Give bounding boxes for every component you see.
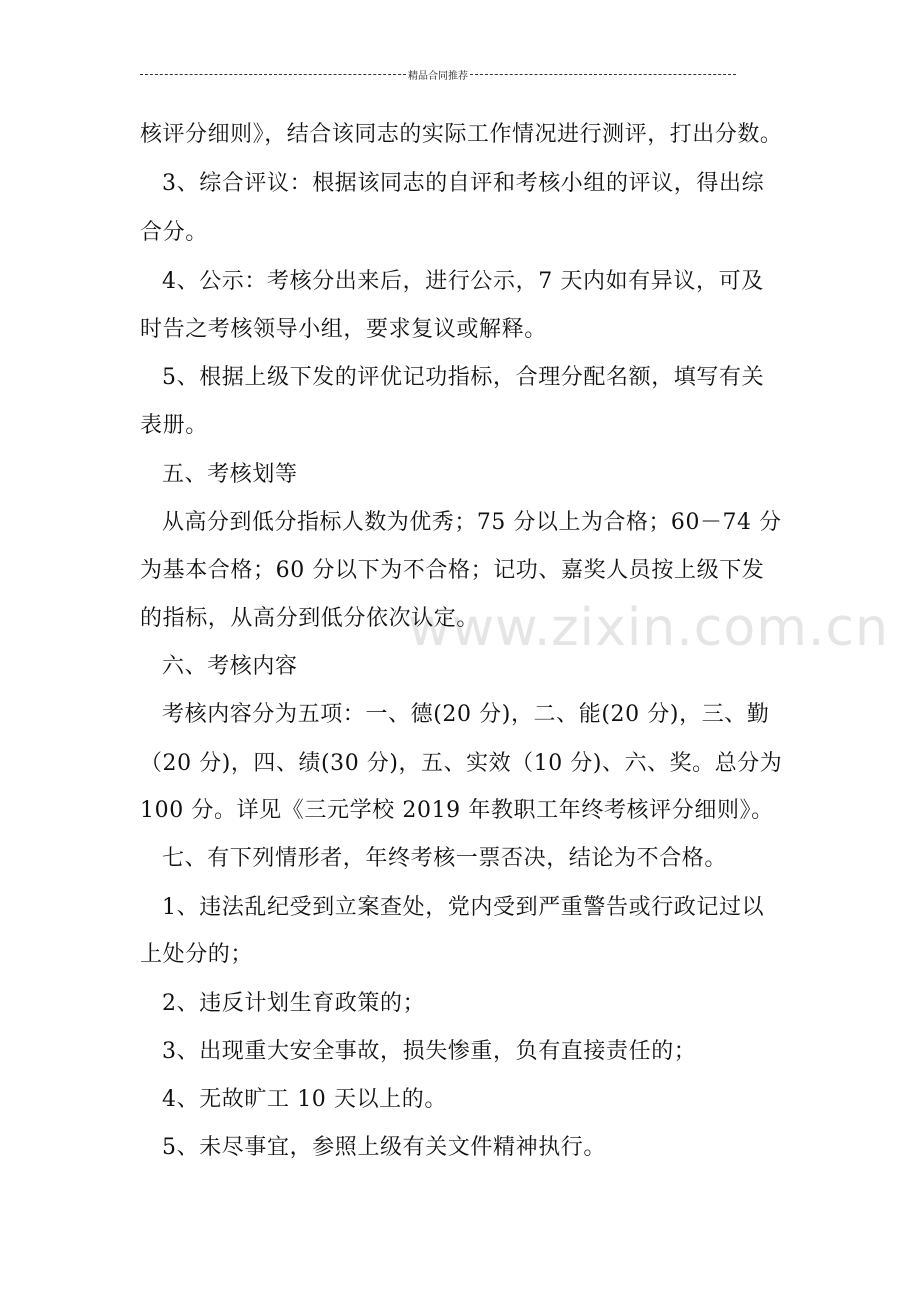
section-heading: 七、有下列情形者，年终考核一票否决，结论为不合格。	[162, 846, 728, 871]
body-line: 1、违法乱纪受到立案查处，党内受到严重警告或行政记过以	[162, 895, 765, 920]
body-line: 的指标，从高分到低分依次认定。	[140, 606, 480, 631]
body-line: 5、未尽事宜，参照上级有关文件精神执行。	[162, 1135, 606, 1160]
body-line: 核评分细则》，结合该同志的实际工作情况进行测评，打出分数。	[140, 122, 783, 147]
watermark: www.zixin.com.cn	[408, 598, 889, 658]
body-line: 时告之考核领导小组，要求复议或解释。	[140, 317, 547, 342]
page-header	[140, 66, 736, 82]
body-line: 5、根据上级下发的评优记功指标，合理分配名额，填写有关	[162, 365, 765, 390]
body-line: 为基本合格；60 分以下为不合格；记功、嘉奖人员按上级下发	[140, 558, 765, 583]
body-line: 4、无故旷工 10 天以上的。	[162, 1087, 447, 1112]
body-line: 4、公示：考核分出来后，进行公示，7 天内如有异议，可及	[162, 269, 764, 294]
section-heading: 五、考核划等	[162, 462, 298, 487]
body-line: 3、综合评议：根据该同志的自评和考核小组的评议，得出综	[162, 171, 765, 196]
section-heading: 六、考核内容	[162, 654, 298, 679]
header-dash-right	[470, 74, 736, 75]
body-line: 2、违反计划生育政策的；	[162, 991, 426, 1016]
body-line: （20 分)，四、绩(30 分)，五、实效（10 分)、六、奖。总分为	[140, 751, 783, 776]
body-line: 100 分。详见《三元学校 2019 年教职工年终考核评分细则》。	[140, 798, 774, 823]
body-line: 3、出现重大安全事故，损失惨重，负有直接责任的；	[162, 1039, 697, 1064]
body-line: 合分。	[140, 220, 208, 245]
body-line: 上处分的；	[140, 942, 254, 967]
body-line: 考核内容分为五项：一、德(20 分)，二、能(20 分)，三、勤	[162, 702, 770, 727]
body-line: 表册。	[140, 413, 208, 438]
header-label: 精品合同推荐	[408, 70, 468, 82]
header-dash-left	[140, 74, 406, 75]
body-line: 从高分到低分指标人数为优秀；75 分以上为合格；60－74 分	[162, 510, 782, 535]
